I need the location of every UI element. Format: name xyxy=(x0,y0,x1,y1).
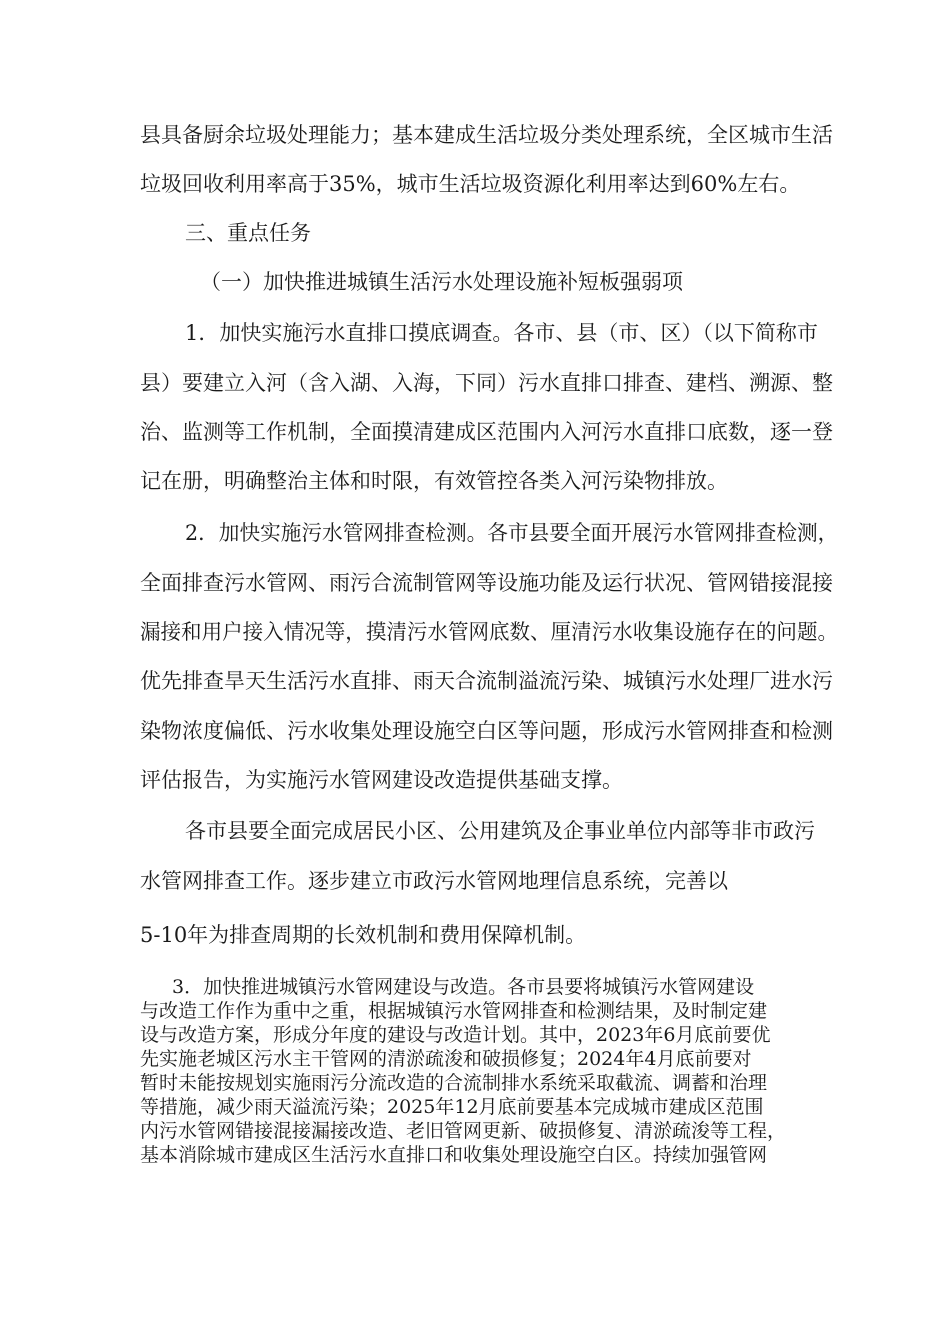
text-line: 等措施，减少雨天溢流污染；2025年12月底前要基本完成城市建成区范围 xyxy=(140,1096,764,1118)
subsection-heading: （一）加快推进城镇生活污水处理设施补短板强弱项 xyxy=(200,270,683,294)
text-line: 优先排查旱天生活污水直排、雨天合流制溢流污染、城镇污水处理厂进水污 xyxy=(140,669,833,693)
text-line: 治、监测等工作机制，全面摸清建成区范围内入河污水直排口底数，逐一登 xyxy=(140,420,833,444)
text-line: 先实施老城区污水主干管网的清淤疏浚和破损修复；2024年4月底前要对 xyxy=(140,1048,752,1070)
text-line: 各市县要全面完成居民小区、公用建筑及企事业单位内部等非市政污 xyxy=(185,819,815,843)
text-line: 县具备厨余垃圾处理能力；基本建成生活垃圾分类处理系统，全区城市生活 xyxy=(140,123,833,147)
text-line: 染物浓度偏低、污水收集处理设施空白区等问题，形成污水管网排查和检测 xyxy=(140,719,833,743)
text-line: 设与改造方案，形成分年度的建设与改造计划。其中，2023年6月底前要优 xyxy=(140,1024,771,1046)
text-line: 2．加快实施污水管网排查检测。各市县要全面开展污水管网排查检测， xyxy=(185,521,839,545)
text-line: 记在册，明确整治主体和时限，有效管控各类入河污染物排放。 xyxy=(140,469,728,493)
text-line: 漏接和用户接入情况等，摸清污水管网底数、厘清污水收集设施存在的问题。 xyxy=(140,620,839,644)
section-heading: 三、重点任务 xyxy=(185,221,311,245)
text-line: 1．加快实施污水直排口摸底调查。各市、县（市、区）（以下简称市 xyxy=(185,321,818,345)
text-line: 暂时未能按规划实施雨污分流改造的合流制排水系统采取截流、调蓄和治理 xyxy=(140,1072,768,1094)
text-line: 水管网排查工作。逐步建立市政污水管网地理信息系统，完善以 xyxy=(140,869,728,893)
text-line: 3．加快推进城镇污水管网建设与改造。各市县要将城镇污水管网建设 xyxy=(172,976,755,998)
text-line: 县）要建立入河（含入湖、入海，下同）污水直排口排查、建档、溯源、整 xyxy=(140,371,833,395)
text-line: 5-10年为排查周期的长效机制和费用保障机制。 xyxy=(140,923,587,947)
text-line: 垃圾回收利用率高于35%，城市生活垃圾资源化利用率达到60%左右。 xyxy=(140,172,801,196)
text-line: 内污水管网错接混接漏接改造、老旧管网更新、破损修复、清淤疏浚等工程， xyxy=(140,1120,787,1142)
text-line: 与改造工作作为重中之重，根据城镇污水管网排查和检测结果，及时制定建 xyxy=(140,1000,768,1022)
text-line: 全面排查污水管网、雨污合流制管网等设施功能及运行状况、管网错接混接 xyxy=(140,571,833,595)
text-line: 评估报告，为实施污水管网建设改造提供基础支撑。 xyxy=(140,768,623,792)
text-line: 基本消除城市建成区生活污水直排口和收集处理设施空白区。持续加强管网 xyxy=(140,1144,768,1166)
